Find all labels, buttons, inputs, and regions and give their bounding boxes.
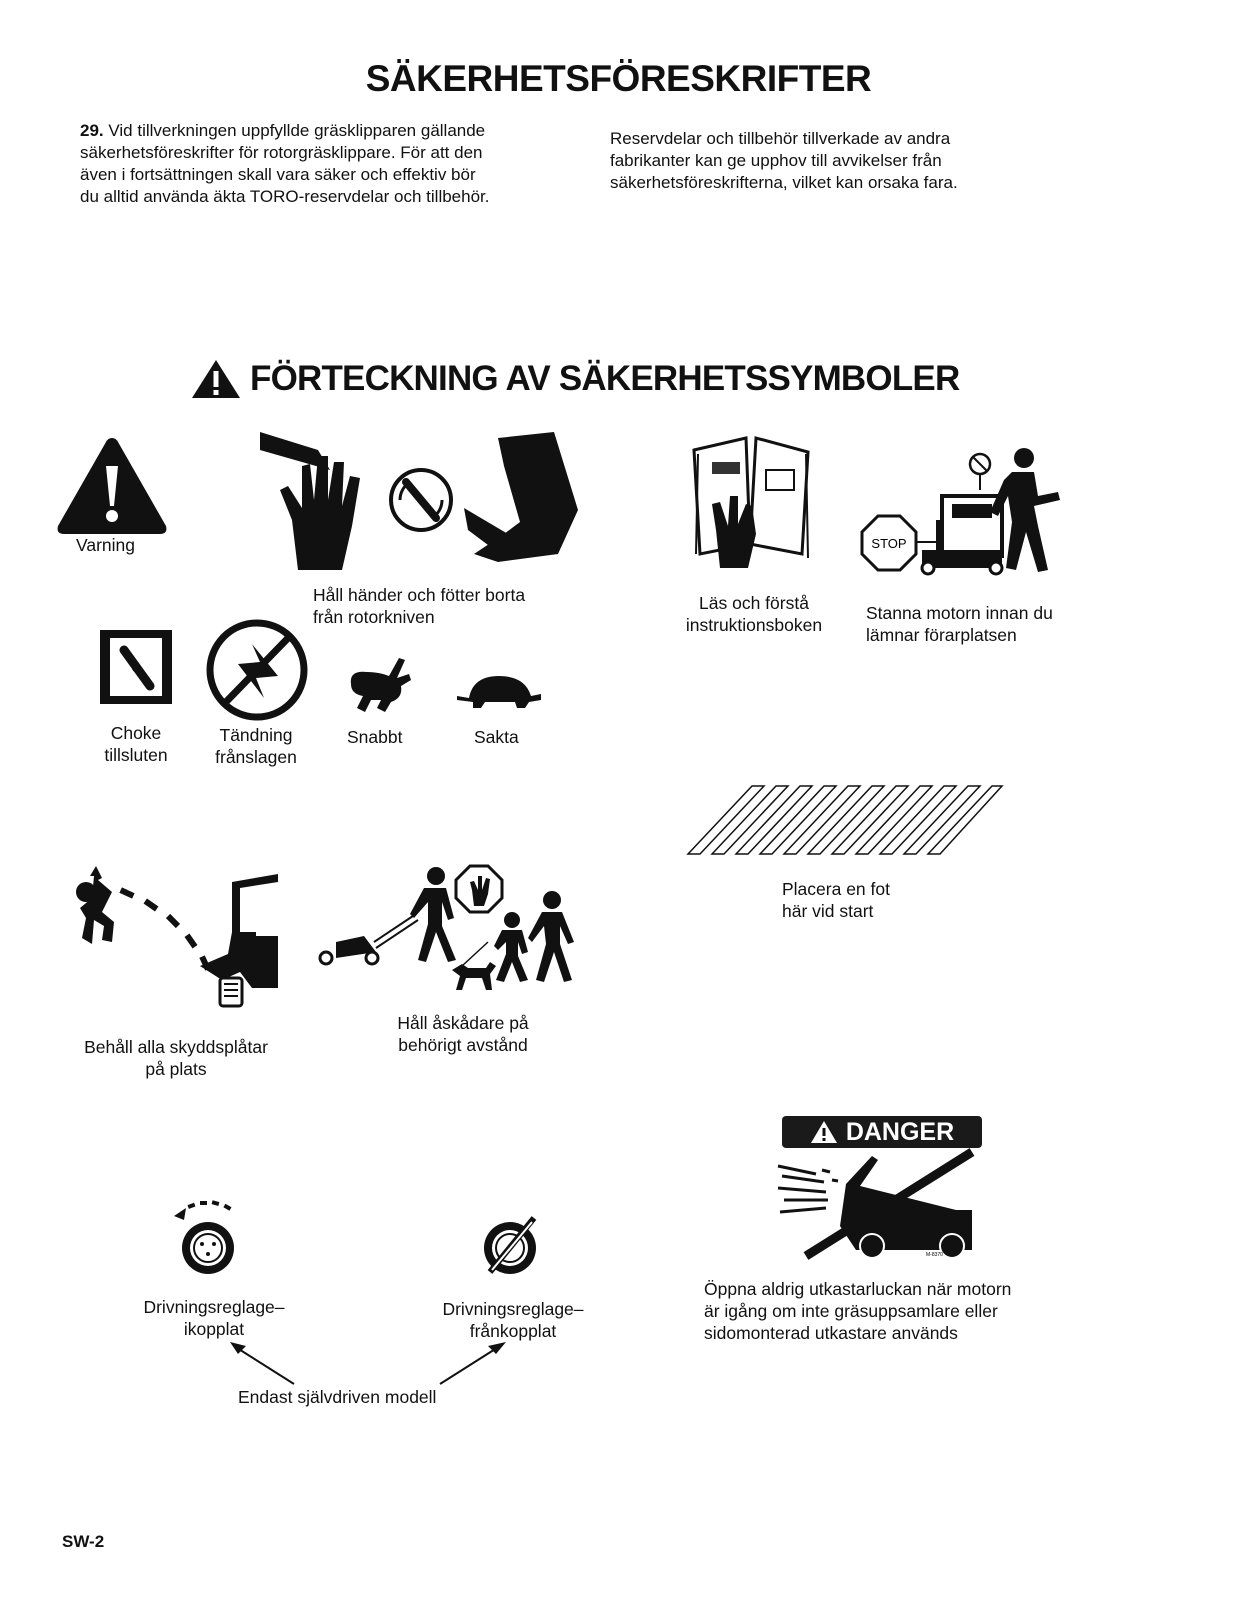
symbols-heading [190,358,959,400]
caption-varning: Varning [76,535,136,555]
caption-guards: Behåll alla skyddsplåtar på plats [84,1037,268,1079]
caption-stop-engine: Stanna motorn innan du lämnar förarplatsen [866,603,1053,645]
page-title: SÄKERHETSFÖRESKRIFTER [365,58,872,99]
page-number: SW-2 [62,1532,105,1551]
caption-read-manual: Läs och förstå instruktionsboken [685,593,823,635]
caption-fast: Snabbt [347,727,403,747]
pointer-arrows [228,1340,508,1388]
warning-triangle-icon [190,358,242,400]
hand-foot-blade-icon [258,430,588,565]
read-manual-icon [690,434,814,569]
caption-bystanders: Håll åskådare på behörigt avstånd [397,1013,529,1055]
discharge-chute-icon [776,1150,982,1260]
caption-ignition: Tändning frånslagen [215,725,297,767]
intro-line: säkerhetsföreskrifterna, vilket kan orsaka fara. [610,173,958,192]
choke-closed-icon [98,628,174,706]
symbols-heading-text: FÖRTECKNING AV SÄKERHETSSYMBOLER [250,359,960,398]
intro-right-paragraph [610,128,1030,194]
caption-discharge: Öppna aldrig utkastarluckan när motorn är igång om inte gräsuppsamlare eller sidomonterad utkastare används [704,1279,1012,1343]
warning-icon [56,436,168,536]
turtle-slow-icon [455,672,543,712]
intro-line: Vid tillverkningen uppfyllde gräsklipparen gällande [108,121,486,140]
caption-foot-here: Placera en fot här vid start [782,879,890,921]
danger-code-text: M-8370 [926,1252,943,1258]
danger-label [782,1116,982,1148]
intro-line: fabrikanter kan ge upphov till avvikelser från [610,151,942,170]
caption-drive-engaged: Drivningsreglage– ikopplat [143,1297,285,1339]
caption-self-propelled: Endast självdriven modell [238,1387,437,1407]
guards-in-place-icon [72,862,282,1012]
intro-line: även i fortsättningen skall vara säker och effektiv bör [80,165,476,184]
caption-slow: Sakta [474,727,519,747]
intro-line: säkerhetsföreskrifter för rotorgräsklippare. För att den [80,143,483,162]
drive-engaged-wheel-icon [172,1198,242,1278]
intro-left-paragraph [80,120,580,208]
stop-engine-icon [862,446,1067,576]
danger-label-text: DANGER [845,1117,955,1146]
item-number: 29. [80,121,104,140]
caption-drive-disengaged: Drivningsreglage– frånkopplat [442,1299,584,1341]
ignition-off-icon [204,618,310,722]
caption-hands-feet: Håll händer och fötter borta från rotorkniven [313,585,526,627]
drive-disengaged-wheel-icon [478,1214,542,1278]
intro-line: Reservdelar och tillbehör tillverkade av andra [610,129,951,148]
bystanders-distance-icon [316,862,578,997]
stop-sign-text: STOP [871,536,907,551]
rabbit-fast-icon [345,654,415,714]
foot-placement-stripes-icon [686,784,1004,858]
caption-choke: Choke tillsluten [104,723,168,765]
danger-warning-icon [810,1120,838,1144]
intro-line: du alltid använda äkta TORO-reservdelar och tillbehör. [80,187,490,206]
